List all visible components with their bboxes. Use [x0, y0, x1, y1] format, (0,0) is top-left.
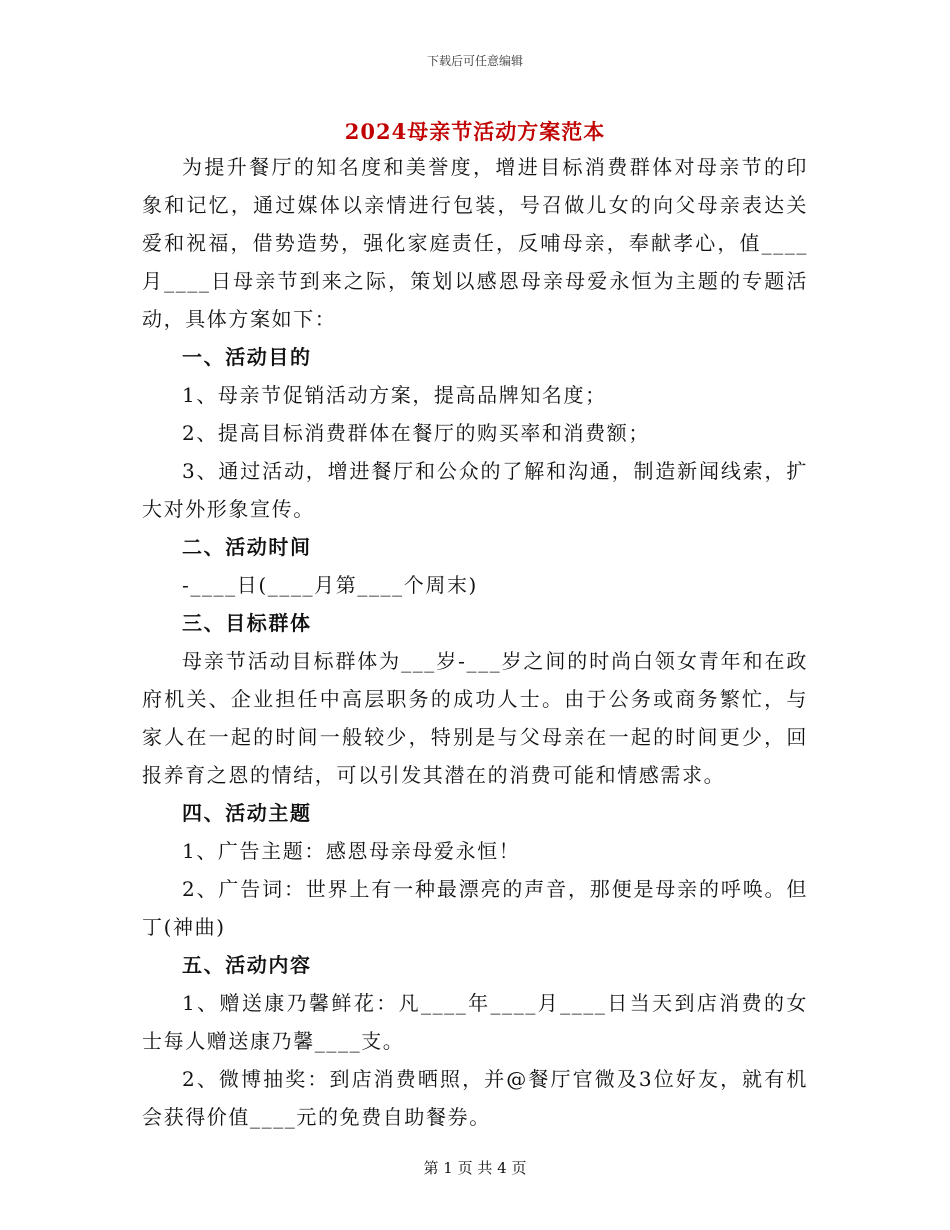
section-item: 1、母亲节促销活动方案，提高品牌知名度； [182, 383, 607, 407]
section-item: 2、微博抽奖：到店消费晒照，并@餐厅官微及3位好友，就有机会获得价值____元的免费自助餐券。 [142, 1067, 808, 1129]
page-header-note: 下载后可任意编辑 [426, 54, 523, 68]
section-heading: 三、目标群体 [182, 611, 312, 635]
section-heading: 二、活动时间 [182, 535, 312, 559]
section-heading: 五、活动内容 [182, 953, 312, 977]
intro-paragraph: 为提升餐厅的知名度和美誉度，增进目标消费群体对母亲节的印象和记忆，通过媒体以亲情进行包装，号召做儿女的向父母亲表达关爱和祝福，借势造势，强化家庭责任，反哺母亲，奉献孝心，值____月____日母亲节到来之际，策划以感恩母亲母爱永恒为主题的专题活动，具体方案如下： [142, 155, 808, 331]
section-item: -____日(____月第____个周末) [182, 573, 478, 597]
page-number: 第 1 页 共 4 页 [423, 1159, 527, 1177]
section-item: 3、通过活动，增进餐厅和公众的了解和沟通，制造新闻线索，扩大对外形象宣传。 [142, 459, 808, 521]
section-heading: 四、活动主题 [182, 801, 312, 825]
document-body [142, 148, 808, 1136]
section-item: 母亲节活动目标群体为___岁-___岁之间的时尚白领女青年和在政府机关、企业担任中高层职务的成功人士。由于公务或商务繁忙，与家人在一起的时间一般较少，特别是与父母亲在一起的时间更少，回报养育之恩的情结，可以引发其潜在的消费可能和情感需求。 [142, 649, 808, 787]
section-item: 1、广告主题：感恩母亲母爱永恒！ [182, 839, 521, 863]
section-item: 1、赠送康乃馨鲜花：凡____年____月____日当天到店消费的女士每人赠送康乃馨____支。 [142, 991, 808, 1053]
document-title: 2024母亲节活动方案范本 [344, 119, 606, 144]
section-item: 2、广告词：世界上有一种最漂亮的声音，那便是母亲的呼唤。但丁(神曲) [142, 877, 808, 939]
section-item: 2、提高目标消费群体在餐厅的购买率和消费额； [182, 421, 650, 445]
section-heading: 一、活动目的 [182, 345, 312, 369]
